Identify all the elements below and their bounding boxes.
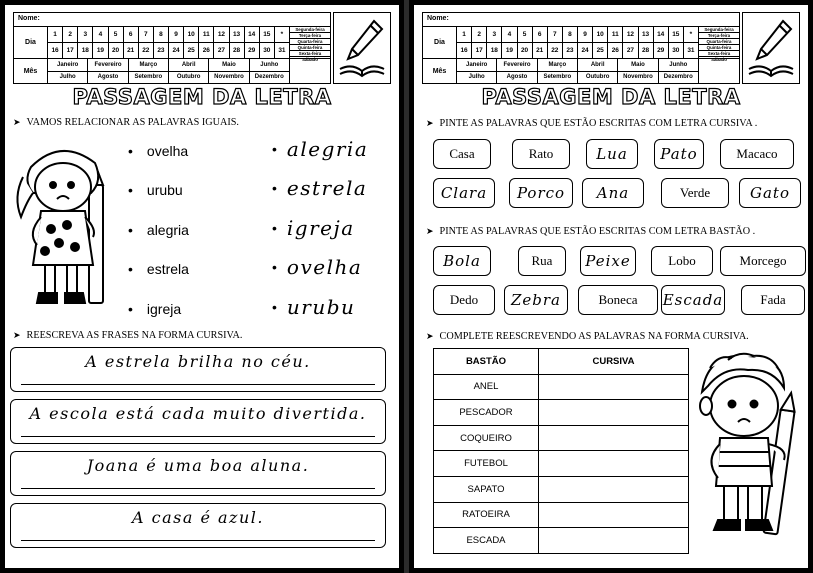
weekday-label: Segunda-feira — [699, 27, 739, 33]
bastao-word: COQUEIRO — [434, 425, 539, 451]
header-left — [13, 12, 391, 84]
weekday-label: Quinta-feira — [290, 45, 330, 51]
arrow-bullet-icon: ➤ — [13, 117, 21, 127]
mes-label: Mês — [14, 59, 48, 83]
word-box[interactable]: Lua — [586, 139, 638, 169]
print-word: ovelha — [146, 142, 189, 159]
weekday-list — [290, 27, 330, 62]
month-cell: Abril — [169, 59, 209, 71]
writing-line — [21, 436, 375, 437]
weekday-list — [699, 27, 739, 62]
month-cell: Março — [129, 59, 169, 71]
day-cell: 11 — [608, 27, 623, 42]
weekday-label: Terça-feira — [699, 33, 739, 39]
cursive-word-item[interactable] — [272, 169, 368, 209]
day-cell: 31 — [275, 43, 290, 58]
word-box[interactable]: Dedo — [433, 285, 495, 315]
month-cell: Maio — [618, 59, 658, 71]
day-cell: 8 — [154, 27, 169, 42]
cursive-word: urubu — [286, 294, 356, 319]
pencil-book-icon — [333, 12, 391, 84]
cursive-word-item[interactable] — [272, 248, 368, 288]
day-cell: 3 — [487, 27, 502, 42]
table-row — [434, 476, 689, 502]
cursive-word-item[interactable] — [272, 208, 368, 248]
word-box[interactable]: Pato — [654, 139, 704, 169]
word-box[interactable]: Zebra — [504, 285, 568, 315]
day-cell: 23 — [154, 43, 169, 58]
word-box[interactable]: Morcego — [720, 246, 806, 276]
day-cell: 11 — [199, 27, 214, 42]
worksheet-right — [409, 0, 813, 573]
table-row — [434, 451, 689, 477]
month-cell: Janeiro — [48, 59, 88, 71]
day-cell: 26 — [608, 43, 623, 58]
day-cell: 12 — [214, 27, 229, 42]
arrow-bullet-icon: ➤ — [426, 118, 434, 128]
print-word-item[interactable] — [128, 250, 189, 290]
pencil-book-icon — [742, 12, 800, 84]
month-cell: Novembro — [618, 72, 658, 84]
days-row-2 — [457, 42, 699, 58]
word-box[interactable]: Escada — [661, 285, 725, 315]
bullet-dot[interactable]: • — [128, 261, 133, 278]
day-cell: 22 — [548, 43, 563, 58]
arrow-bullet-icon: ➤ — [13, 330, 21, 340]
day-cell: 15 — [260, 27, 275, 42]
page-title: PASSAGEM DA LETRA — [72, 85, 332, 109]
day-cell: 4 — [502, 27, 517, 42]
instruction-bastao: ➤ PINTE AS PALAVRAS QUE ESTÃO ESCRITAS COM LETRA BASTÃO . — [426, 226, 756, 237]
month-cell: Abril — [578, 59, 618, 71]
day-cell: 17 — [472, 43, 487, 58]
weekday-label: Quinta-feira — [699, 45, 739, 51]
weekday-label: Sábado — [302, 57, 318, 62]
sentence-box-3[interactable] — [10, 451, 386, 496]
day-cell: 13 — [230, 27, 245, 42]
day-cell: 7 — [139, 27, 154, 42]
bastao-word: PESCADOR — [434, 400, 539, 426]
day-cell: 10 — [184, 27, 199, 42]
month-cell: Setembro — [538, 72, 578, 84]
day-cell: 16 — [457, 43, 472, 58]
weekday-label: Quarta-feira — [699, 39, 739, 45]
weekday-label: Sábado — [711, 57, 727, 62]
date-table — [13, 12, 331, 84]
day-cell: 17 — [63, 43, 78, 58]
day-cell: 8 — [563, 27, 578, 42]
writing-line — [21, 488, 375, 489]
day-cell: 25 — [184, 43, 199, 58]
word-box[interactable]: Peixe — [580, 246, 636, 276]
day-cell: 26 — [199, 43, 214, 58]
name-label: Nome: — [427, 15, 449, 22]
print-word: igreja — [146, 300, 182, 317]
day-cell: 19 — [93, 43, 108, 58]
months-row-1 — [457, 59, 699, 71]
mes-label: Mês — [423, 59, 457, 83]
month-cell: Maio — [209, 59, 249, 71]
sentence-text: Joana é uma boa aluna. — [86, 456, 310, 475]
print-word: alegria — [146, 221, 189, 238]
cursive-word: estrela — [286, 176, 368, 201]
day-cell: 22 — [139, 43, 154, 58]
weekday-label: Segunda-feira — [290, 27, 330, 33]
months-row-2 — [48, 71, 290, 84]
print-word-item[interactable] — [128, 289, 189, 329]
cursive-answer-cell[interactable] — [539, 451, 689, 477]
day-cell: 21 — [124, 43, 139, 58]
instruction-rewrite: ➤ REESCREVA AS FRASES NA FORMA CURSIVA. — [13, 330, 243, 341]
print-word-item[interactable] — [128, 210, 189, 250]
day-cell: 18 — [487, 43, 502, 58]
day-cell: 20 — [109, 43, 124, 58]
day-cell: 4 — [93, 27, 108, 42]
girl-with-pencil-illustration — [11, 137, 121, 327]
word-box[interactable]: Lobo — [651, 246, 713, 276]
days-row-1 — [48, 27, 290, 42]
cursive-answer-cell[interactable] — [539, 502, 689, 528]
word-box[interactable]: Verde — [661, 178, 729, 208]
cursive-answer-cell[interactable] — [539, 374, 689, 400]
word-box[interactable]: Fada — [741, 285, 805, 315]
sentence-text: A estrela brilha no céu. — [85, 352, 311, 371]
day-cell: 7 — [548, 27, 563, 42]
dia-label: Dia — [14, 27, 48, 58]
table-row — [434, 425, 689, 451]
day-cell: 28 — [639, 43, 654, 58]
day-cell: 2 — [63, 27, 78, 42]
cursive-word: ovelha — [286, 255, 363, 280]
month-cell: Fevereiro — [88, 59, 128, 71]
table-row — [434, 374, 689, 400]
bullet-dot[interactable]: • — [272, 259, 277, 276]
cursive-word-item[interactable] — [272, 129, 368, 169]
day-cell: 20 — [518, 43, 533, 58]
day-cell: 6 — [124, 27, 139, 42]
day-cell: 10 — [593, 27, 608, 42]
sentence-box-1[interactable] — [10, 347, 386, 392]
month-cell: Junho — [659, 59, 699, 71]
weekday-label: Quarta-feira — [290, 39, 330, 45]
day-cell: * — [684, 27, 699, 42]
word-box[interactable]: Casa — [433, 139, 491, 169]
word-box[interactable]: Gato — [739, 178, 801, 208]
weekday-label: Sexta-feira — [699, 51, 739, 57]
day-cell: 12 — [623, 27, 638, 42]
date-table — [422, 12, 740, 84]
day-cell: 1 — [457, 27, 472, 42]
word-box[interactable]: Clara — [433, 178, 495, 208]
instruction-complete: ➤ COMPLETE REESCREVENDO AS PALAVRAS NA FORMA CURSIVA. — [426, 331, 749, 342]
bastao-word: RATOEIRA — [434, 502, 539, 528]
sentence-box-4[interactable] — [10, 503, 386, 548]
day-cell: 21 — [533, 43, 548, 58]
bastao-word: ESCADA — [434, 528, 539, 554]
word-box[interactable]: Porco — [509, 178, 573, 208]
bastao-word: SAPATO — [434, 476, 539, 502]
sentence-text: A casa é azul. — [131, 508, 264, 527]
day-cell: 5 — [109, 27, 124, 42]
month-cell: Setembro — [129, 72, 169, 84]
month-cell: Julho — [457, 72, 497, 84]
day-cell: 27 — [623, 43, 638, 58]
month-cell: Fevereiro — [497, 59, 537, 71]
day-cell: 6 — [533, 27, 548, 42]
instruction-cursive: ➤ PINTE AS PALAVRAS QUE ESTÃO ESCRITAS COM LETRA CURSIVA . — [426, 118, 758, 129]
day-cell: 3 — [78, 27, 93, 42]
day-cell: * — [275, 27, 290, 42]
writing-line — [21, 384, 375, 385]
header-bastao: BASTÃO — [434, 349, 539, 375]
weekday-label: Sexta-feira — [290, 51, 330, 57]
day-cell: 5 — [518, 27, 533, 42]
month-cell: Dezembro — [659, 72, 699, 84]
bullet-dot[interactable]: • — [128, 221, 133, 238]
months-row-2 — [457, 71, 699, 84]
month-cell: Janeiro — [457, 59, 497, 71]
bullet-dot[interactable]: • — [128, 300, 133, 317]
word-box[interactable]: Rua — [518, 246, 566, 276]
cursive-word-item[interactable] — [272, 287, 368, 327]
day-cell: 13 — [639, 27, 654, 42]
day-cell: 9 — [169, 27, 184, 42]
month-cell: Julho — [48, 72, 88, 84]
header-cursiva: CURSIVA — [539, 349, 689, 375]
day-cell: 29 — [245, 43, 260, 58]
word-box[interactable]: Boneca — [578, 285, 658, 315]
dia-label: Dia — [423, 27, 457, 58]
day-cell: 29 — [654, 43, 669, 58]
word-box[interactable]: Rato — [512, 139, 570, 169]
bullet-dot[interactable]: • — [272, 180, 277, 197]
table-row — [434, 502, 689, 528]
writing-line — [21, 540, 375, 541]
day-cell: 14 — [654, 27, 669, 42]
print-word-item[interactable] — [128, 171, 189, 211]
print-word: urubu — [146, 182, 183, 199]
print-word-list — [128, 131, 189, 329]
day-cell: 19 — [502, 43, 517, 58]
table-row — [434, 528, 689, 554]
month-cell: Novembro — [209, 72, 249, 84]
day-cell: 23 — [563, 43, 578, 58]
weekday-label: Terça-feira — [290, 33, 330, 39]
day-cell: 9 — [578, 27, 593, 42]
month-cell: Março — [538, 59, 578, 71]
day-cell: 30 — [260, 43, 275, 58]
bullet-dot[interactable]: • — [128, 142, 133, 159]
month-cell: Agosto — [497, 72, 537, 84]
word-box[interactable]: Ana — [582, 178, 644, 208]
day-cell: 24 — [578, 43, 593, 58]
day-cell: 16 — [48, 43, 63, 58]
months-row-1 — [48, 59, 290, 71]
word-box[interactable]: Bola — [433, 246, 491, 276]
sentence-box-2[interactable] — [10, 399, 386, 444]
name-label: Nome: — [18, 15, 40, 22]
cursive-answer-cell[interactable] — [539, 476, 689, 502]
cursive-word-list — [272, 129, 368, 327]
rewrite-table — [433, 348, 689, 554]
boy-with-pencil-illustration — [688, 348, 808, 548]
day-cell: 1 — [48, 27, 63, 42]
bullet-dot[interactable]: • — [272, 298, 277, 315]
bullet-dot[interactable]: • — [272, 140, 277, 157]
bullet-dot[interactable]: • — [272, 219, 277, 236]
days-row-1 — [457, 27, 699, 42]
cursive-word: igreja — [286, 215, 355, 240]
month-cell: Dezembro — [250, 72, 290, 84]
bastao-word: FUTEBOL — [434, 451, 539, 477]
arrow-bullet-icon: ➤ — [426, 331, 434, 341]
table-row — [434, 400, 689, 426]
day-cell: 27 — [214, 43, 229, 58]
cursive-answer-cell[interactable] — [539, 528, 689, 554]
header-right — [422, 12, 800, 84]
sentence-text: A escola está cada muito divertida. — [29, 404, 367, 423]
arrow-bullet-icon: ➤ — [426, 226, 434, 236]
month-cell: Junho — [250, 59, 290, 71]
print-word-item[interactable] — [128, 131, 189, 171]
day-cell: 25 — [593, 43, 608, 58]
day-cell: 15 — [669, 27, 684, 42]
cursive-answer-cell[interactable] — [539, 425, 689, 451]
word-box[interactable]: Macaco — [720, 139, 794, 169]
cursive-answer-cell[interactable] — [539, 400, 689, 426]
bullet-dot[interactable]: • — [128, 182, 133, 199]
day-cell: 28 — [230, 43, 245, 58]
page-title: PASSAGEM DA LETRA — [481, 85, 741, 109]
day-cell: 24 — [169, 43, 184, 58]
bastao-word: ANEL — [434, 374, 539, 400]
worksheet-left — [0, 0, 404, 573]
month-cell: Outubro — [578, 72, 618, 84]
instruction-match: ➤ VAMOS RELACIONAR AS PALAVRAS IGUAIS. — [13, 117, 239, 128]
day-cell: 18 — [78, 43, 93, 58]
month-cell: Outubro — [169, 72, 209, 84]
print-word: estrela — [146, 261, 189, 278]
cursive-word: alegria — [286, 136, 369, 161]
day-cell: 31 — [684, 43, 699, 58]
day-cell: 2 — [472, 27, 487, 42]
day-cell: 14 — [245, 27, 260, 42]
days-row-2 — [48, 42, 290, 58]
day-cell: 30 — [669, 43, 684, 58]
month-cell: Agosto — [88, 72, 128, 84]
